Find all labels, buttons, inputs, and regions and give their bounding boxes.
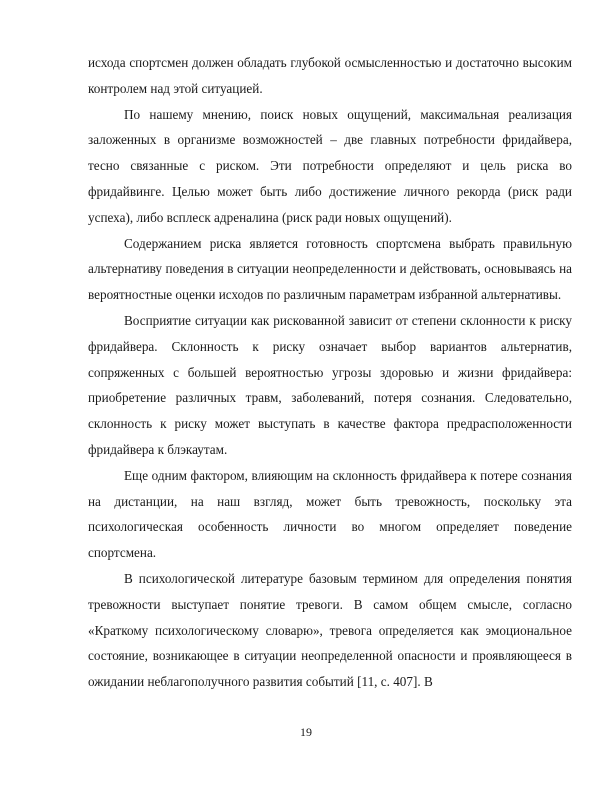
page-body — [88, 50, 572, 695]
paragraph-4: Восприятие ситуации как рискованной зависит от степени склонности к риску фридайвера. Склонность к риску означает выбор вариантов альтернатив, сопряженных с большей вероятностью угрозы здоровью и жизни фридайвера: приобретение различных травм, заболеваний, потеря сознания. Следовательно, склонность к риску может выступать в качестве фактора предрасположенности фридайвера к блэкаутам. — [88, 312, 572, 457]
paragraph-2: По нашему мнению, поиск новых ощущений, максимальная реализация заложенных в организме возможностей – две главных потребности фридайвера, тесно связанные с риском. Эти потребности определяют и цель риска во фридайвинге. Целью может быть либо достижение личного рекорда (риск ради успеха), либо всплеск адреналина (риск ради новых ощущений). — [88, 106, 572, 225]
paragraph-5: Еще одним фактором, влияющим на склонность фридайвера к потере сознания на дистанции, на наш взгляд, может быть тревожность, поскольку эта психологическая особенность личности во многом определяет поведение спортсмена. — [88, 467, 572, 561]
paragraph-3: Содержанием риска является готовность спортсмена выбрать правильную альтернативу поведения в ситуации неопределенности и действовать, основываясь на вероятностные оценки исходов по различным параметрам избранной альтернативы. — [88, 235, 572, 303]
page-number: 19 — [300, 725, 312, 739]
paragraph-1: исхода спортсмен должен обладать глубокой осмысленностью и достаточно высоким контролем над этой ситуацией. — [88, 55, 572, 96]
paragraph-6: В психологической литературе базовым термином для определения понятия тревожности выступает понятие тревоги. В самом общем смысле, согласно «Краткому психологическому словарю», тревога определяется как эмоциональное состояние, возникающее в ситуации неопределенной опасности и проявляющееся в ожидании неблагополучного развития событий [11, с. 407]. В — [88, 570, 572, 690]
